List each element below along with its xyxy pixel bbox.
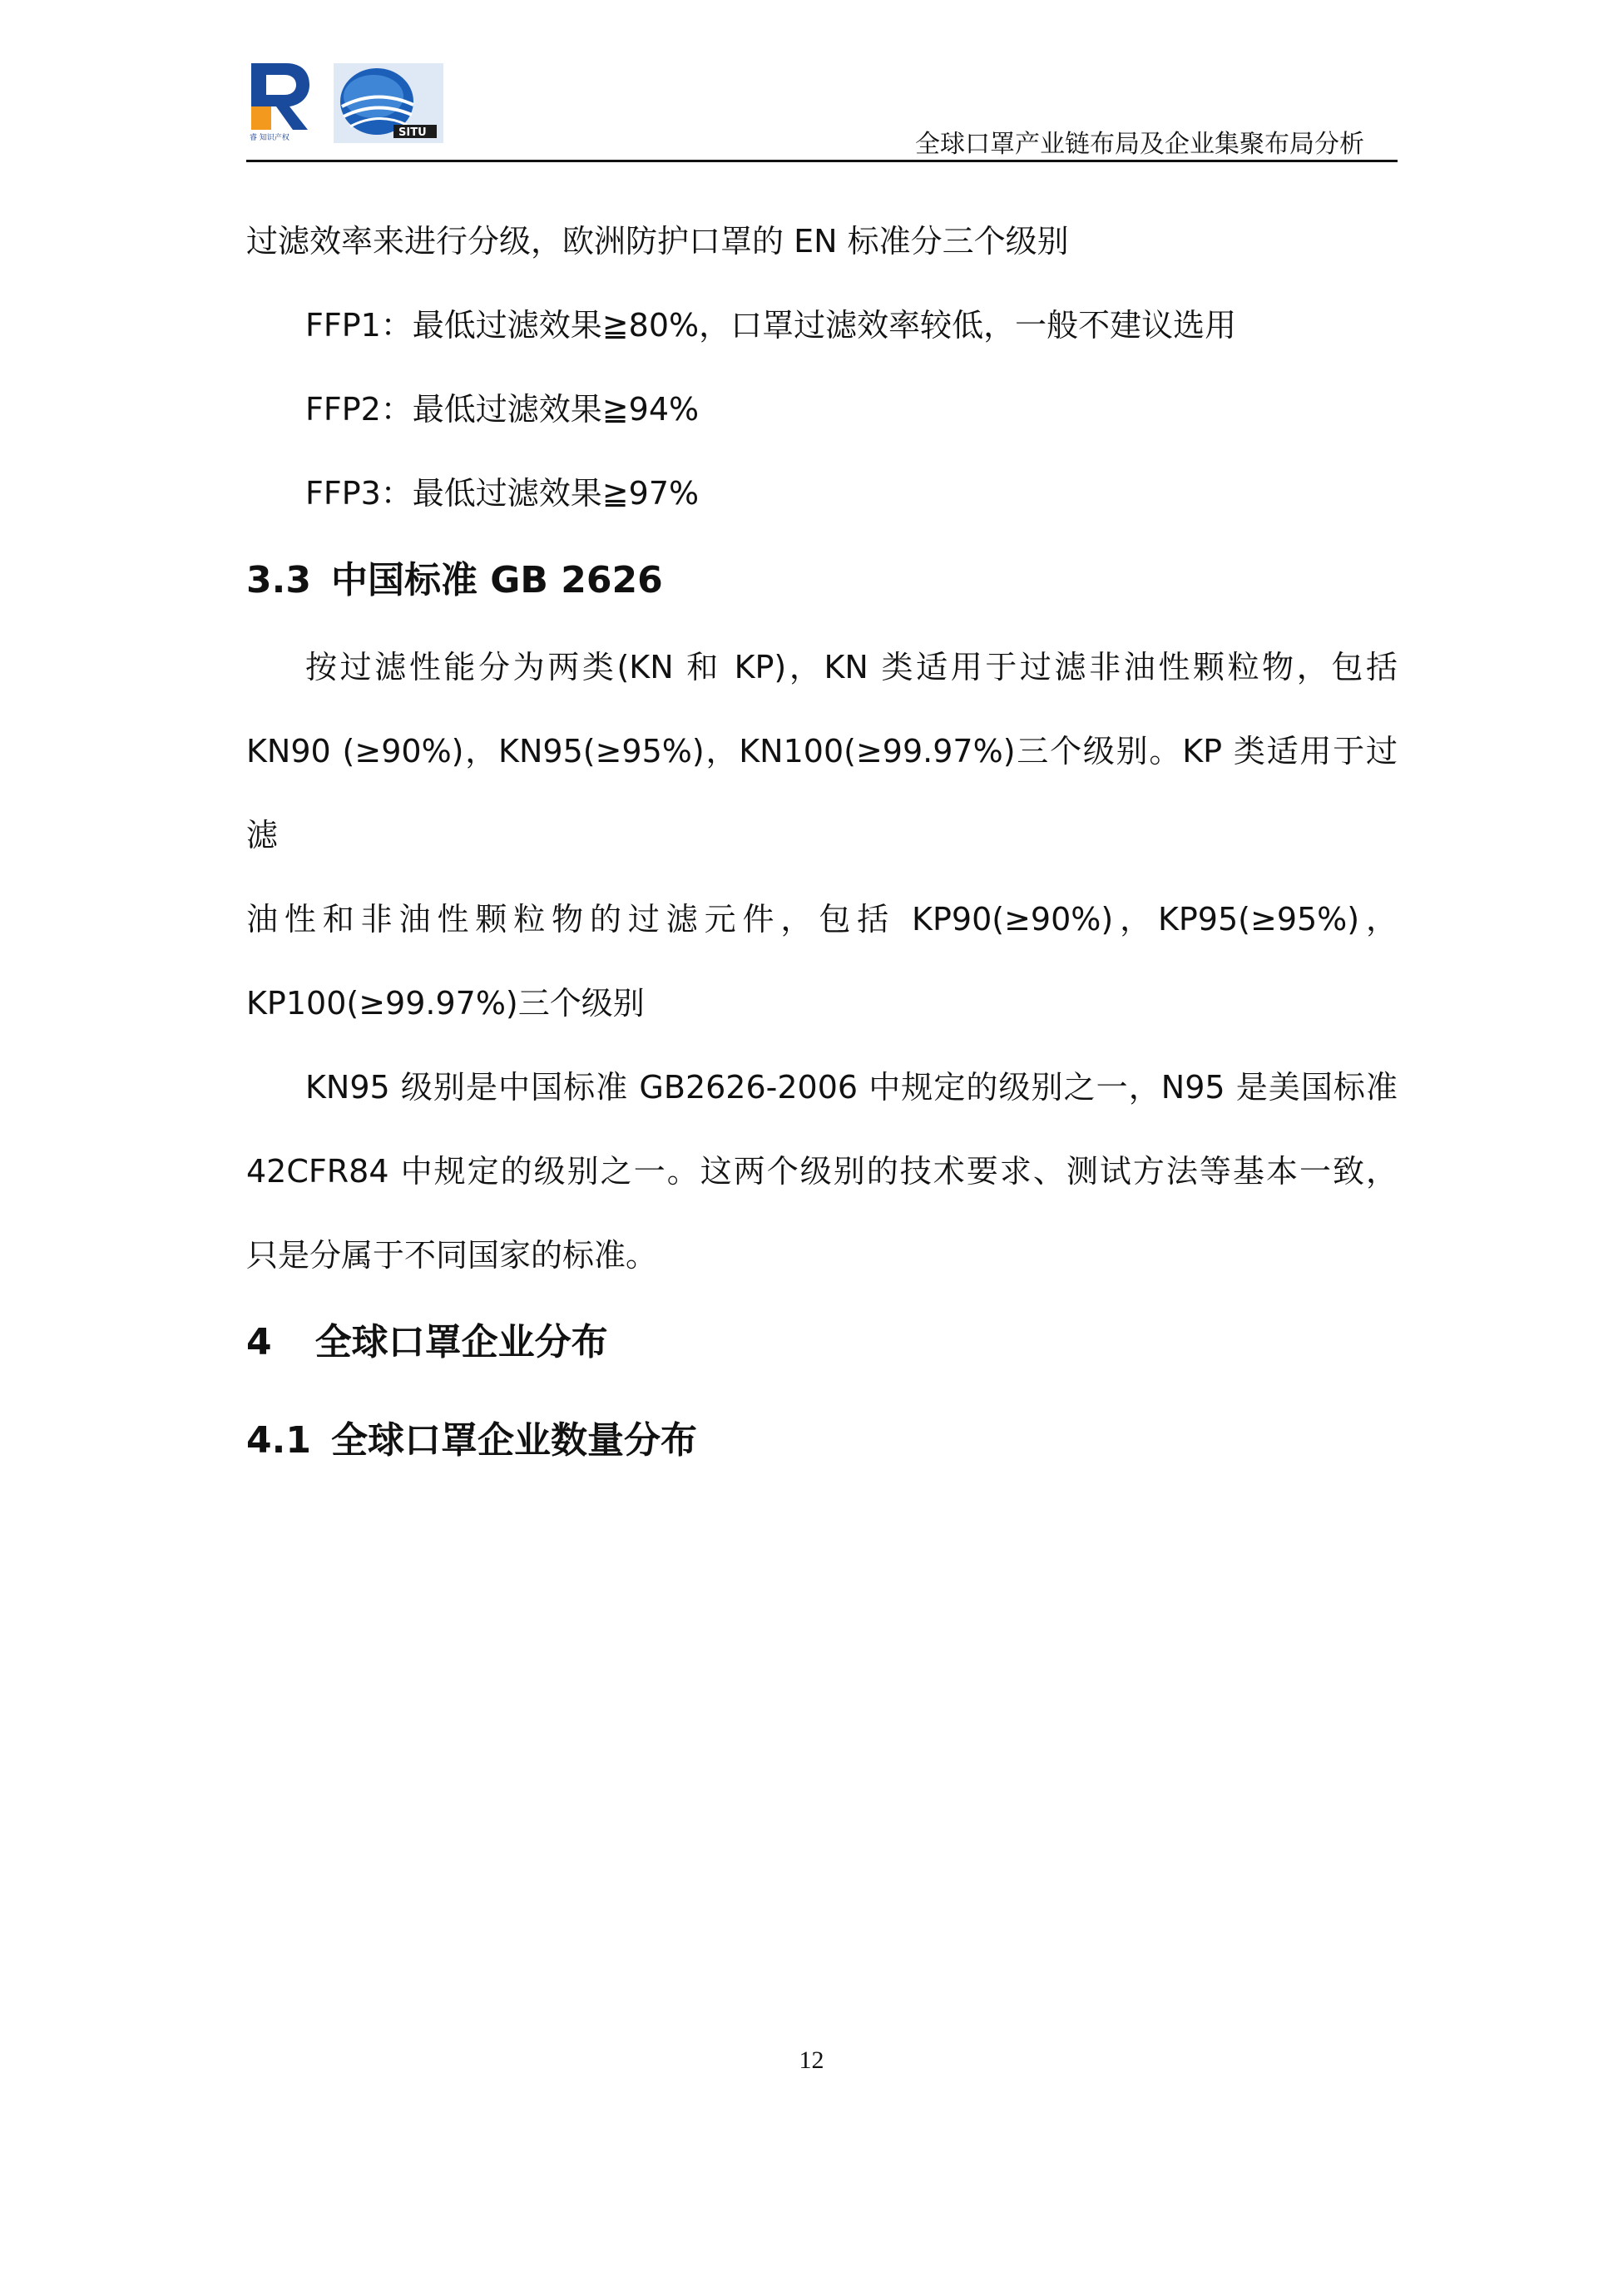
rui-ip-logo [246,58,313,141]
document-body [246,200,1398,1486]
kn95-paragraph [246,1046,1398,1298]
page-number: 12 [799,2046,824,2074]
ffp3-item: FFP3：最低过滤效果≧97% [305,475,700,512]
header-divider [246,160,1398,162]
section-4-heading [246,1298,1398,1388]
situ-globe-logo [334,63,443,143]
ffp1-item: FFP1：最低过滤效果≧80%，口罩过滤效率较低，一般不建议选用 [305,307,1237,344]
page-header [246,50,1398,161]
intro-line: 过滤效率来进行分级，欧洲防护口罩的 EN 标准分三个级别 [246,223,1069,260]
section-3-3-heading [246,536,1398,626]
gb2626-line-4: KP100(≥99.97%)三个级别 [246,985,645,1022]
situ-logo-caption: SITU [398,126,427,139]
kn95-line-2: 42CFR84 中规定的级别之一。这两个级别的技术要求、测试方法等基本一致， [246,1153,1398,1190]
section-3-3-number: 3.3 [246,559,311,601]
gb2626-paragraph [246,626,1398,1046]
section-4-title: 全球口罩企业分布 [314,1321,608,1363]
section-4-1-number: 4.1 [246,1419,311,1462]
gb2626-line-1: 按过滤性能分为两类(KN 和 KP)，KN 类适用于过滤非油性颗粒物，包括 [305,649,1398,685]
kn95-line-3: 只是分属于不同国家的标准。 [246,1237,658,1274]
gb2626-line-2: KN90 (≥90%)，KN95(≥95%)，KN100(≥99.97%)三个级别。KP 类适用于过滤 [246,733,1398,854]
gb2626-line-3: 油性和非油性颗粒物的过滤元件，包括 KP90(≥90%)，KP95(≥95%)， [246,901,1398,938]
section-3-3-title: 中国标准 GB 2626 [330,559,663,601]
rui-ip-logo-caption: 睿 知识产权 [250,134,289,141]
ffp2-item: FFP2：最低过滤效果≧94% [305,391,700,428]
section-4-number: 4 [246,1321,272,1363]
section-4-1-heading [246,1396,1398,1486]
header-title: 全球口罩产业链布局及企业集聚布局分析 [915,130,1364,159]
section-4-1-title: 全球口罩企业数量分布 [330,1419,697,1462]
kn95-line-1: KN95 级别是中国标准 GB2626-2006 中规定的级别之一，N95 是美国标准 [305,1069,1398,1106]
